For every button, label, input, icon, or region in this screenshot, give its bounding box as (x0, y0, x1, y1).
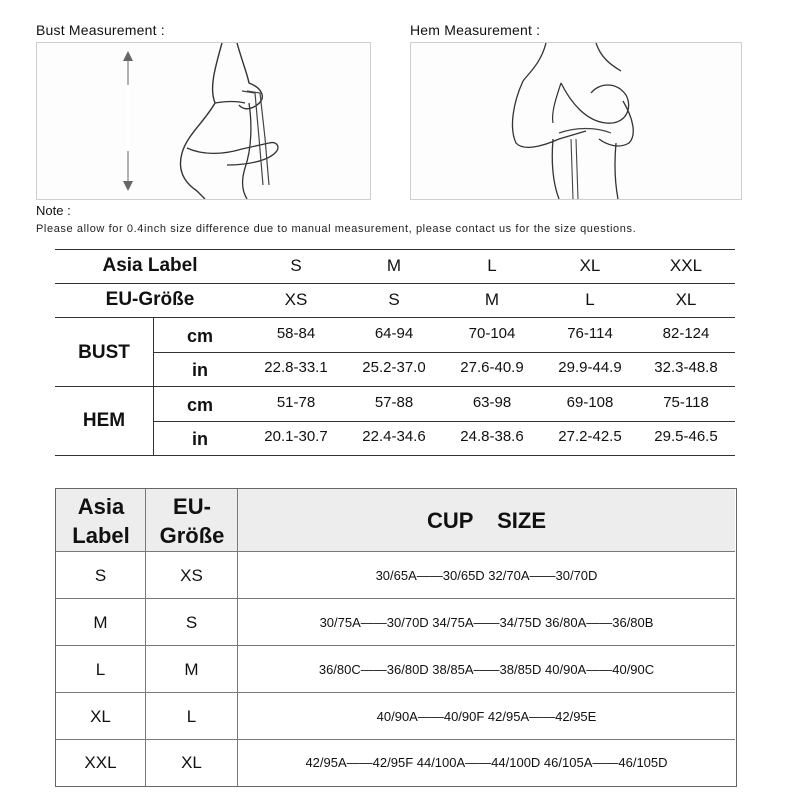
asia-size-cell: L (95, 660, 106, 679)
eu-size-cell: S (388, 290, 400, 309)
note-title: Note : (36, 203, 71, 218)
asia-label-column-header: Asia Label (72, 494, 130, 548)
note-text: Please allow for 0.4inch size difference due to manual measurement, please contact us for the size questions. (36, 223, 637, 235)
asia-label-header: Asia Label (102, 255, 198, 276)
hem-in-cell: 29.5-46.5 (654, 428, 718, 445)
hem-cm-cell: 69-108 (566, 394, 614, 411)
unit-label: cm (186, 326, 213, 346)
cup-size-cell: 36/80C——36/80D 38/85A——38/85D 40/90A——40/90C (318, 662, 655, 677)
hem-measurement-title: Hem Measurement : (410, 22, 541, 38)
bust-group-label: BUST (78, 342, 130, 363)
unit-label: in (192, 429, 208, 449)
hem-in-cell: 20.1-30.7 (264, 428, 328, 445)
cup-size-cell: 42/95A——42/95F 44/100A——44/100D 46/105A——46/105D (305, 755, 668, 770)
eu-size-cell: M (484, 290, 500, 309)
bust-measurement-illustration (36, 42, 371, 200)
bust-cm-cell: 64-94 (374, 325, 414, 342)
bust-in-cell: 27.6-40.9 (460, 359, 524, 376)
cup-size-column-header: CUP SIZE (426, 508, 547, 533)
eu-size-cell: S (185, 613, 198, 632)
bust-cm-cell: 70-104 (468, 325, 516, 342)
unit-label: cm (186, 395, 213, 415)
bust-in-cell: 22.8-33.1 (264, 359, 328, 376)
hem-measurement-illustration (410, 42, 742, 200)
hem-in-cell: 27.2-42.5 (558, 428, 622, 445)
eu-size-cell: L (585, 290, 595, 309)
cup-size-cell: 30/75A——30/70D 34/75A——34/75D 36/80A——36/80B (319, 615, 654, 630)
asia-size-cell: S (290, 256, 302, 275)
hem-group-label: HEM (82, 410, 126, 431)
bust-in-cell: 25.2-37.0 (362, 359, 426, 376)
asia-size-cell: M (93, 613, 108, 632)
unit-label: in (192, 360, 208, 380)
bust-figure-icon (37, 43, 370, 199)
asia-size-cell: S (94, 566, 107, 585)
asia-size-cell: L (487, 256, 497, 275)
eu-size-cell: XS (180, 566, 203, 585)
hem-figure-icon (411, 43, 741, 199)
hem-in-cell: 22.4-34.6 (362, 428, 426, 445)
asia-size-cell: XXL (84, 753, 117, 772)
asia-size-cell: XL (579, 256, 601, 275)
bust-in-cell: 29.9-44.9 (558, 359, 622, 376)
eu-size-cell: L (186, 707, 197, 726)
hem-cm-cell: 51-78 (276, 394, 316, 411)
eu-size-column-header: EU-Größe (159, 494, 225, 548)
eu-size-cell: XL (675, 290, 697, 309)
hem-in-cell: 24.8-38.6 (460, 428, 524, 445)
bust-cm-cell: 82-124 (662, 325, 710, 342)
asia-size-cell: XXL (669, 256, 703, 275)
hem-cm-cell: 63-98 (472, 394, 512, 411)
bust-measurement-title: Bust Measurement : (36, 22, 165, 38)
asia-size-cell: M (386, 256, 402, 275)
eu-size-cell: XS (284, 290, 308, 309)
bust-cm-cell: 76-114 (567, 325, 613, 342)
eu-size-cell: M (184, 660, 199, 679)
hem-cm-cell: 75-118 (663, 394, 709, 411)
eu-size-cell: XL (181, 753, 202, 772)
bust-cm-cell: 58-84 (276, 325, 316, 342)
asia-size-cell: XL (90, 707, 111, 726)
eu-size-header: EU-Größe (105, 289, 195, 310)
cup-size-cell: 40/90A——40/90F 42/95A——42/95E (376, 709, 597, 724)
bust-in-cell: 32.3-48.8 (654, 359, 718, 376)
cup-size-cell: 30/65A——30/65D 32/70A——30/70D (375, 568, 598, 583)
hem-cm-cell: 57-88 (374, 394, 414, 411)
